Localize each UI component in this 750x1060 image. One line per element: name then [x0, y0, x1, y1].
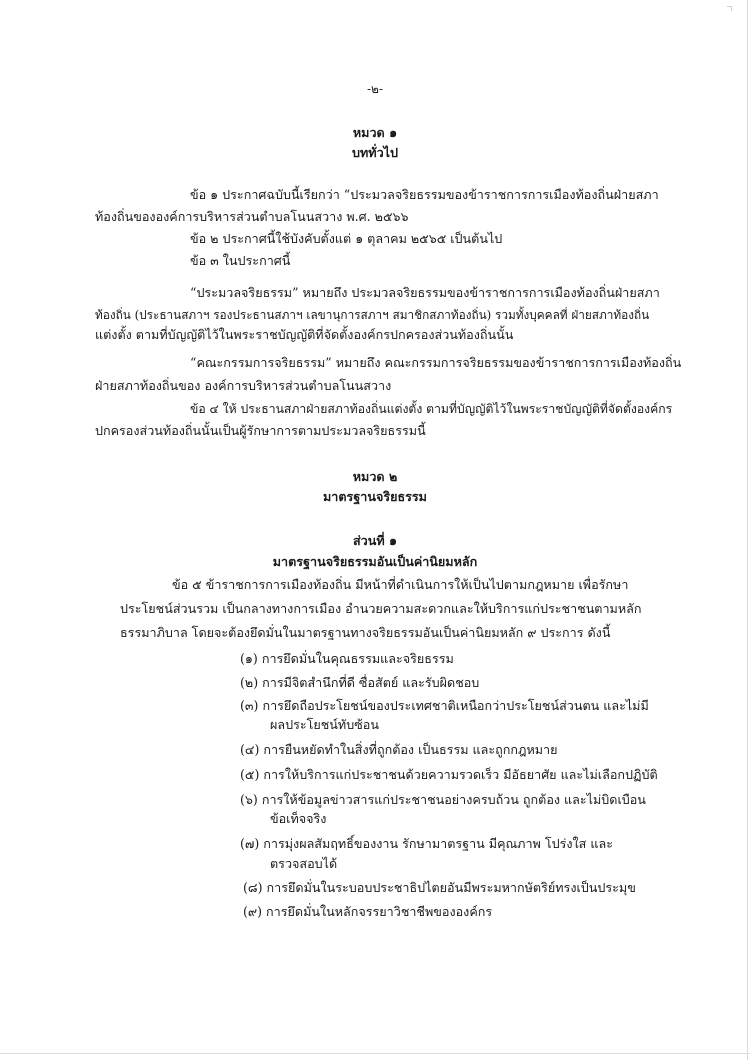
- article-5-line-1: ข้อ ๕ ข้าราชการการเมืองท้องถิ่น มีหน้าที่ดำเนินการให้เป็นไปตามกฎหมาย เพื่อรักษา: [172, 577, 629, 592]
- chapter-1-title: บททั่วไป: [352, 145, 398, 160]
- page-bottom-edge: [0, 1053, 750, 1054]
- article-5-line-2: ประโยชน์ส่วนรวม เป็นกลางทางการเมือง อำนวยความสะดวกและให้บริการแก่ประชาชนตามหลัก: [120, 601, 642, 616]
- definition-2-line-1: “คณะกรรมการจริยธรรม” หมายถึง คณะกรรมการจริยธรรมของข้าราชการการเมืองท้องถิ่น: [190, 355, 682, 370]
- article-1-line-1: ข้อ ๑ ประกาศฉบับนี้เรียกว่า “ประมวลจริยธรรมของข้าราชการการเมืองท้องถิ่นฝ่ายสภา: [190, 187, 659, 202]
- list-item: (๑) การยึดมั่นในคุณธรรมและจริยธรรม: [240, 651, 454, 666]
- list-item-continuation: ตรวจสอบได้: [270, 856, 338, 871]
- scan-corner-mark: [727, 6, 732, 11]
- list-item: (๖) การให้ข้อมูลข่าวสารแก่ประชาชนอย่างครบถ้วน ถูกต้อง และไม่บิดเบือน: [240, 792, 646, 807]
- list-item-continuation: ข้อเท็จจริง: [270, 811, 327, 826]
- list-item: (๔) การยืนหยัดทำในสิ่งที่ถูกต้อง เป็นธรรม และถูกกฎหมาย: [240, 742, 558, 757]
- list-item-continuation: ผลประโยชน์ทับซ้อน: [270, 717, 379, 732]
- list-item: (๙) การยึดมั่นในหลักจรรยาวิชาชีพขององค์กร: [243, 904, 493, 919]
- chapter-2-title: มาตรฐานจริยธรรม: [323, 489, 427, 504]
- list-item: (๓) การยึดถือประโยชน์ของประเทศชาติเหนือกว่าประโยชน์ส่วนตน และไม่มี: [240, 698, 649, 713]
- article-1-line-2: ท้องถิ่นขององค์การบริหารส่วนตำบลโนนสวาง พ.ศ. ๒๕๖๖: [95, 209, 409, 224]
- page-number: -๒-: [366, 82, 384, 96]
- article-3: ข้อ ๓ ในประกาศนี้: [190, 253, 291, 268]
- article-5-line-3: ธรรมาภิบาล โดยจะต้องยึดมั่นในมาตรฐานทางจริยธรรมอันเป็นค่านิยมหลัก ๙ ประการ ดังนี้: [120, 625, 611, 640]
- definition-1-line-1: “ประมวลจริยธรรม” หมายถึง ประมวลจริยธรรมของข้าราชการการเมืองท้องถิ่นฝ่ายสภา: [190, 285, 660, 300]
- part-1-title: มาตรฐานจริยธรรมอันเป็นค่านิยมหลัก: [272, 554, 478, 569]
- list-item: (๒) การมีจิตสำนึกที่ดี ซื่อสัตย์ และรับผิดชอบ: [240, 675, 480, 690]
- article-2: ข้อ ๒ ประกาศนี้ใช้บังคับตั้งแต่ ๑ ตุลาคม ๒๕๖๕ เป็นต้นไป: [190, 231, 503, 246]
- article-4-line-2: ปกครองส่วนท้องถิ่นนั้นเป็นผู้รักษาการตามประมวลจริยธรรมนี้: [95, 423, 426, 438]
- chapter-1-heading: หมวด ๑: [352, 125, 398, 140]
- chapter-2-heading: หมวด ๒: [352, 469, 398, 484]
- list-item: (๘) การยึดมั่นในระบอบประชาธิปไตยอันมีพระมหากษัตริย์ทรงเป็นประมุข: [243, 880, 636, 895]
- list-item: (๕) การให้บริการแก่ประชาชนด้วยความรวดเร็ว มีอัธยาศัย และไม่เลือกปฏิบัติ: [240, 767, 658, 782]
- part-1-heading: ส่วนที่ ๑: [352, 533, 398, 548]
- definition-2-line-2: ฝ่ายสภาท้องถิ่นของ องค์การบริหารส่วนตำบลโนนสวาง: [95, 378, 392, 393]
- list-item: (๗) การมุ่งผลสัมฤทธิ์ของงาน รักษามาตรฐาน มีคุณภาพ โปร่งใส และ: [240, 836, 613, 851]
- definition-1-line-2: ท้องถิ่น (ประธานสภาฯ รองประธานสภาฯ เลขานุการสภาฯ สมาชิกสภาท้องถิ่น) รวมทั้งบุคคลที่ ฝ่ายสภาท้องถิ่น: [95, 308, 650, 322]
- article-4-line-1: ข้อ ๔ ให้ ประธานสภาฝ่ายสภาท้องถิ่นแต่งตั้ง ตามที่บัญญัติไว้ในพระราชบัญญัติที่จัดตั้งองค์กร: [190, 402, 673, 416]
- definition-1-line-3: แต่งตั้ง ตามที่บัญญัติไว้ในพระราชบัญญัติที่จัดตั้งองค์กรปกครองส่วนท้องถิ่นนั้น: [95, 327, 514, 342]
